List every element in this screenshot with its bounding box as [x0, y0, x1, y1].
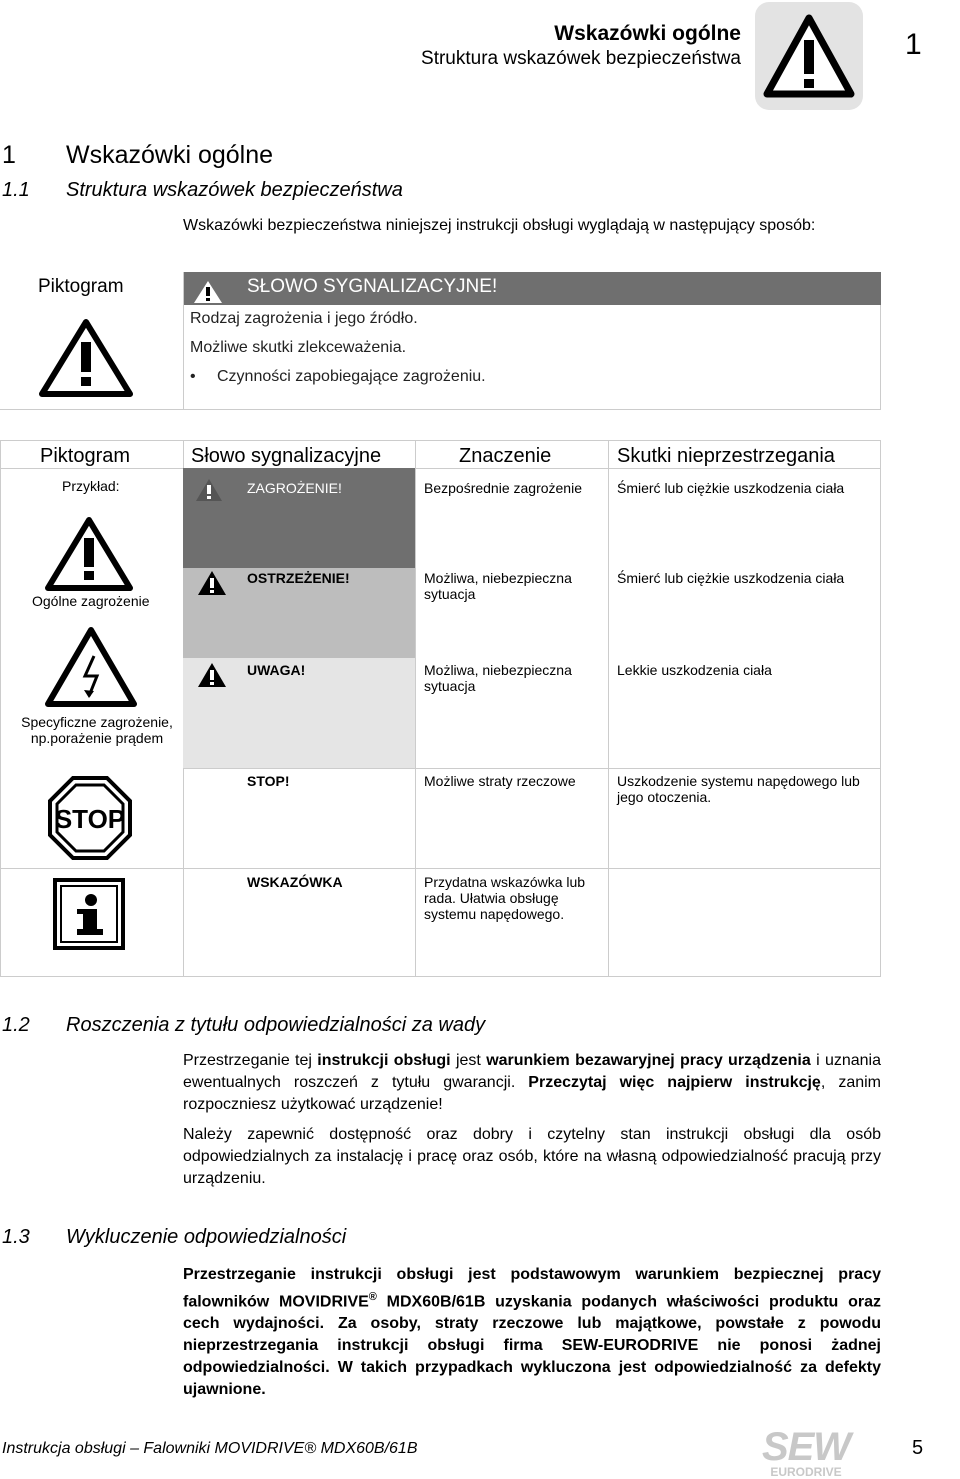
chapter-number: 1 [905, 28, 922, 61]
stop-sign-text: STOP [54, 804, 126, 834]
table-signal: ZAGROŻENIE! [247, 480, 342, 496]
info-icon [53, 878, 125, 950]
table-border [415, 440, 416, 977]
subsection-title: Roszczenia z tytułu odpowiedzialności za wady [66, 1014, 486, 1036]
availability-paragraph: Należy zapewnić dostępność oraz dobry i czytelny stan instrukcji obsługi dla osób odpowiedzialnych za instalację i pracę oraz osób, które na własną odpowiedzialność pracują przy urządzeniu. [183, 1126, 881, 1187]
divider [0, 409, 881, 410]
subsection-number: 1.1 [2, 179, 30, 201]
table-border [0, 976, 881, 977]
table-meaning: Bezpośrednie zagrożenie [424, 480, 582, 496]
intro-text: Wskazówki bezpieczeństwa niniejszej instrukcji obsługi wyglądają w następujący sposób: [183, 217, 816, 234]
hazard-type-text: Rodzaj zagrożenia i jego źródło. [190, 310, 418, 327]
bullet: • [190, 368, 196, 385]
consequences-text: Możliwe skutki zlekceważenia. [190, 339, 407, 356]
sew-logo: SEW EURODRIVE [761, 1425, 851, 1479]
table-header: Skutki nieprzestrzegania [617, 445, 835, 467]
table-meaning: Możliwa, niebezpieczna sytuacja [424, 570, 572, 602]
table-border [0, 868, 881, 869]
specific-danger-label: Specyficzne zagrożenie, np.porażenie prądem [21, 714, 173, 746]
danger-icon [195, 478, 223, 502]
table-consequence: Uszkodzenie systemu napędowego lub jego otoczenia. [617, 773, 860, 805]
page-number: 5 [912, 1437, 924, 1459]
caution-icon [197, 662, 227, 688]
table-consequence: Śmierć lub ciężkie uszkodzenia ciała [617, 570, 845, 586]
table-signal: WSKAZÓWKA [247, 874, 343, 890]
warning-icon [755, 2, 863, 110]
table-header: Słowo sygnalizacyjne [191, 445, 382, 467]
section-number: 1 [2, 141, 16, 169]
stop-sign-icon [48, 776, 132, 860]
footer-text: Instrukcja obsługi – Falowniki MOVIDRIVE® MDX60B/61B [2, 1440, 418, 1457]
subsection-number: 1.3 [2, 1226, 30, 1248]
table-border [0, 440, 1, 977]
liability-paragraph: Przestrzeganie instrukcji obsługi jest podstawowym warunkiem bezpiecznej pracy falowników MOVIDRIVE® MDX60B/61B uzyskania podanych właściwości produktu oraz cech wydajności. Za osoby, straty rzeczowe lub majątkowe, powstałe z powodu nieprzestrzegania instrukcji obsługi firma SEW-EURODRIVE nie ponosi żadnej odpowiedzialności. W takich przypadkach wykluczona jest odpowiedzialność za defekty ujawnione. [183, 1266, 881, 1399]
table-signal: OSTRZEŻENIE! [247, 570, 350, 586]
signal-word: SŁOWO SYGNALIZACYJNE! [247, 276, 498, 297]
table-meaning: Możliwa, niebezpieczna sytuacja [424, 662, 572, 694]
table-border [0, 440, 881, 441]
general-danger-icon [38, 318, 134, 398]
table-border [183, 768, 881, 769]
header-title: Wskazówki ogólne [554, 22, 741, 45]
example-label: Przykład: [62, 478, 120, 494]
subsection-title: Struktura wskazówek bezpieczeństwa [66, 179, 403, 201]
table-header: Piktogram [40, 445, 131, 467]
table-meaning: Możliwe straty rzeczowe [424, 773, 576, 789]
section-title: Wskazówki ogólne [66, 141, 274, 169]
table-consequence: Lekkie uszkodzenia ciała [617, 662, 772, 678]
table-border [880, 440, 881, 977]
table-border [608, 440, 609, 977]
pictogram-label: Piktogram [38, 276, 124, 297]
table-border [0, 468, 881, 469]
table-header: Znaczenie [459, 445, 552, 467]
general-danger-label: Ogólne zagrożenie [32, 593, 150, 609]
table-signal: STOP! [247, 773, 290, 789]
electric-shock-icon [44, 626, 138, 710]
warning-icon [193, 280, 223, 304]
table-meaning: Przydatna wskazówka lub rada. Ułatwia obsługę systemu napędowego. [424, 874, 586, 922]
warning-icon [197, 570, 227, 596]
subsection-title: Wykluczenie odpowiedzialności [66, 1226, 347, 1248]
table-consequence: Śmierć lub ciężkie uszkodzenia ciała [617, 480, 845, 496]
general-danger-icon [44, 516, 134, 592]
header-subtitle: Struktura wskazówek bezpieczeństwa [421, 48, 741, 69]
warranty-paragraph: Przestrzeganie tej instrukcji obsługi jest warunkiem bezawaryjnej pracy urządzenia i uznania ewentualnych roszczeń z tytułu gwarancji. Przeczytaj więc najpierw instrukcję, zanim rozpoczniesz użytkować urządzenie! [183, 1052, 882, 1113]
subsection-number: 1.2 [2, 1014, 30, 1036]
table-signal: UWAGA! [247, 662, 306, 678]
prevention-text: Czynności zapobiegające zagrożeniu. [217, 368, 486, 385]
